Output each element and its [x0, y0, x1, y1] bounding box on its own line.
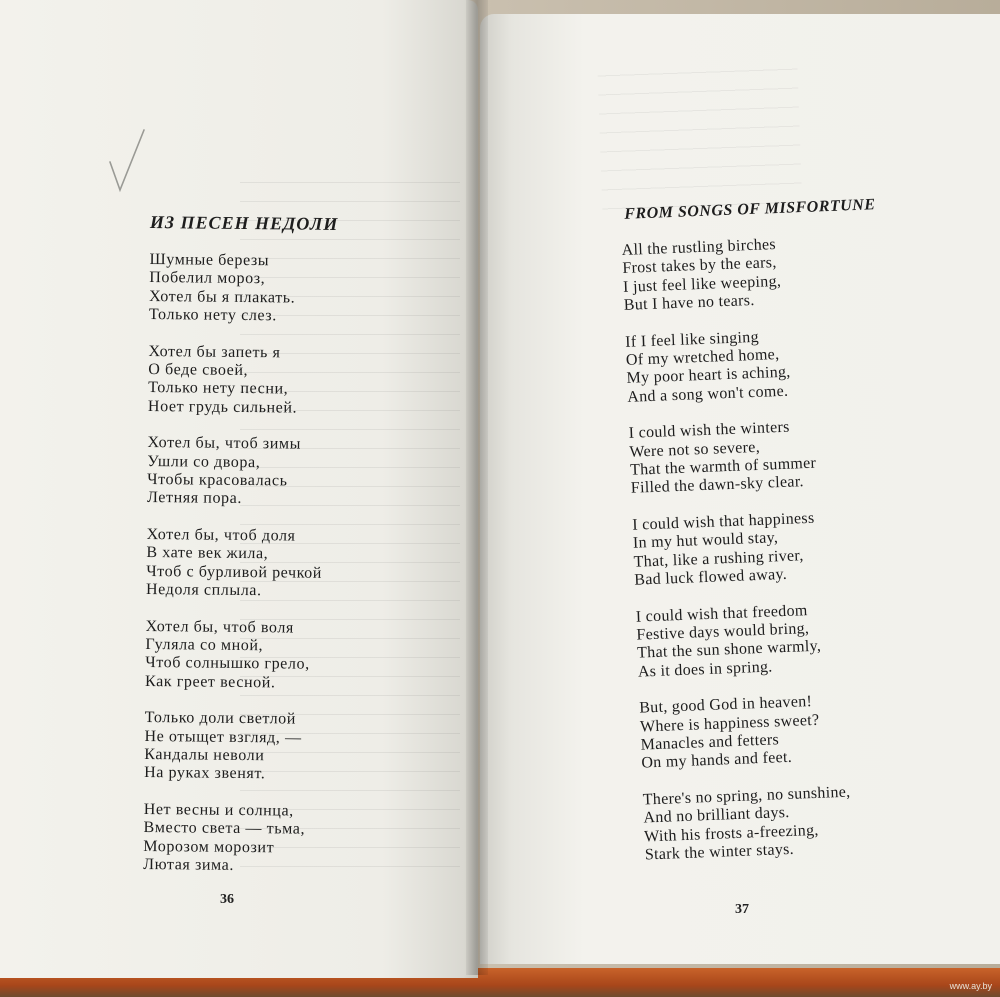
book-gutter [466, 0, 488, 975]
poem-line: Festive days would bring, [636, 619, 810, 644]
stanza [144, 709, 445, 786]
stanza [148, 343, 449, 420]
stanza [621, 230, 944, 316]
poem-title-english: FROM SONGS OF MISFORTUNE [623, 196, 876, 223]
russian-poem [143, 212, 450, 895]
poem-line: If I feel like singing [624, 328, 760, 351]
poem-line: And no brilliant days. [643, 804, 790, 827]
poem-line: Хотел бы я плакать. [149, 287, 296, 307]
stanza [147, 434, 448, 511]
poem-line: Frost takes by the ears, [622, 254, 777, 278]
poem-line: There's no spring, no sunshine, [642, 783, 851, 809]
show-through-text-right [597, 57, 802, 224]
poem-line: О беде своей, [148, 361, 249, 380]
poem-title-russian: ИЗ ПЕСЕН НЕДОЛИ [149, 212, 339, 234]
poem-line: Of my wretched home, [625, 346, 780, 369]
poem-line: Только нету песни, [148, 379, 289, 398]
stanza [632, 504, 955, 590]
poem-line: With his frosts a-freezing, [643, 821, 819, 846]
poem-line: My poor heart is aching, [626, 364, 791, 388]
poem-line: In my hut would stay, [632, 529, 779, 553]
poem-line: Manacles and fetters [640, 731, 780, 754]
stanza [143, 801, 444, 878]
poem-line: Побелил мороз, [149, 269, 266, 288]
stanza [146, 526, 447, 603]
poem-line: And a song won't come. [627, 382, 789, 406]
poem-line: Лютая зима. [143, 855, 235, 874]
poem-line: But I have no tears. [623, 292, 755, 315]
poem-line: Гуляла со мной, [145, 635, 264, 655]
poem-line: But, good God in heaven! [638, 693, 813, 717]
poem-line: Ноет грудь сильней. [147, 397, 298, 417]
poem-line: On my hands and feet. [641, 749, 793, 772]
poem-line: Чтоб солнышко грело, [145, 654, 310, 674]
poem-line: Чтобы красовалась [147, 471, 288, 490]
poem-line: I could wish that freedom [635, 601, 808, 626]
poem-line: Шумные березы [149, 250, 270, 270]
poem-line: Хотел бы, чтоб доля [146, 525, 296, 545]
stanza [145, 617, 446, 694]
watermark-text: www.ay.by [949, 981, 992, 991]
page-number-left: 36 [220, 892, 234, 907]
poem-line: Кандалы неволи [144, 745, 265, 765]
poem-line: Bad luck flowed away. [634, 565, 788, 589]
poem-line: Ушли со двора, [147, 452, 261, 471]
russian-stanzas [143, 251, 450, 877]
poem-line: Where is happiness sweet? [639, 711, 820, 736]
poem-line: Хотел бы, чтоб зимы [147, 434, 302, 453]
english-poem [620, 194, 966, 883]
poem-line: Чтоб с бурливой речкой [146, 562, 323, 582]
stanza [628, 413, 951, 499]
poem-line: Летняя пора. [146, 489, 243, 508]
poem-line: Только нету слез. [148, 306, 277, 325]
poem-line: Хотел бы, чтоб воля [145, 617, 295, 637]
poem-line: I could wish the winters [628, 418, 790, 443]
poem-line: I just feel like weeping, [622, 272, 782, 296]
poem-line: Хотел бы запеть я [148, 342, 281, 361]
stanza [149, 251, 450, 328]
poem-line: На руках звенят. [144, 764, 266, 783]
poem-line: I could wish that happiness [631, 509, 815, 534]
poem-line: That, like a rushing river, [633, 546, 804, 571]
page-number-right: 37 [735, 902, 749, 917]
poem-line: Морозом морозит [143, 837, 275, 856]
poem-line: Не отыщет взгляд, — [144, 727, 302, 747]
poem-line: Только доли светлой [144, 709, 297, 728]
poem-line: Вместо света — тьма, [143, 819, 306, 838]
stanza [639, 687, 962, 773]
poem-line: That the sun shone warmly, [636, 637, 822, 662]
poem-line: Stark the winter stays. [644, 840, 795, 864]
pencil-checkmark-icon [108, 128, 148, 198]
poem-line: Filled the dawn-sky clear. [630, 473, 805, 498]
poem-line: Как греет весной. [144, 672, 276, 692]
poem-line: That the warmth of summer [629, 454, 817, 479]
poem-line: Недоля сплыла. [145, 581, 262, 600]
poem-line: Were not so severe, [629, 438, 761, 461]
english-stanzas [621, 230, 965, 865]
poem-line: As it does in spring. [637, 658, 773, 681]
stanza [642, 779, 965, 865]
stanza [625, 321, 948, 407]
poem-line: В хате век жила, [146, 544, 269, 563]
poem-line: All the rustling birches [621, 236, 777, 259]
stanza [635, 596, 958, 682]
poem-line: Нет весны и солнца, [143, 800, 294, 820]
